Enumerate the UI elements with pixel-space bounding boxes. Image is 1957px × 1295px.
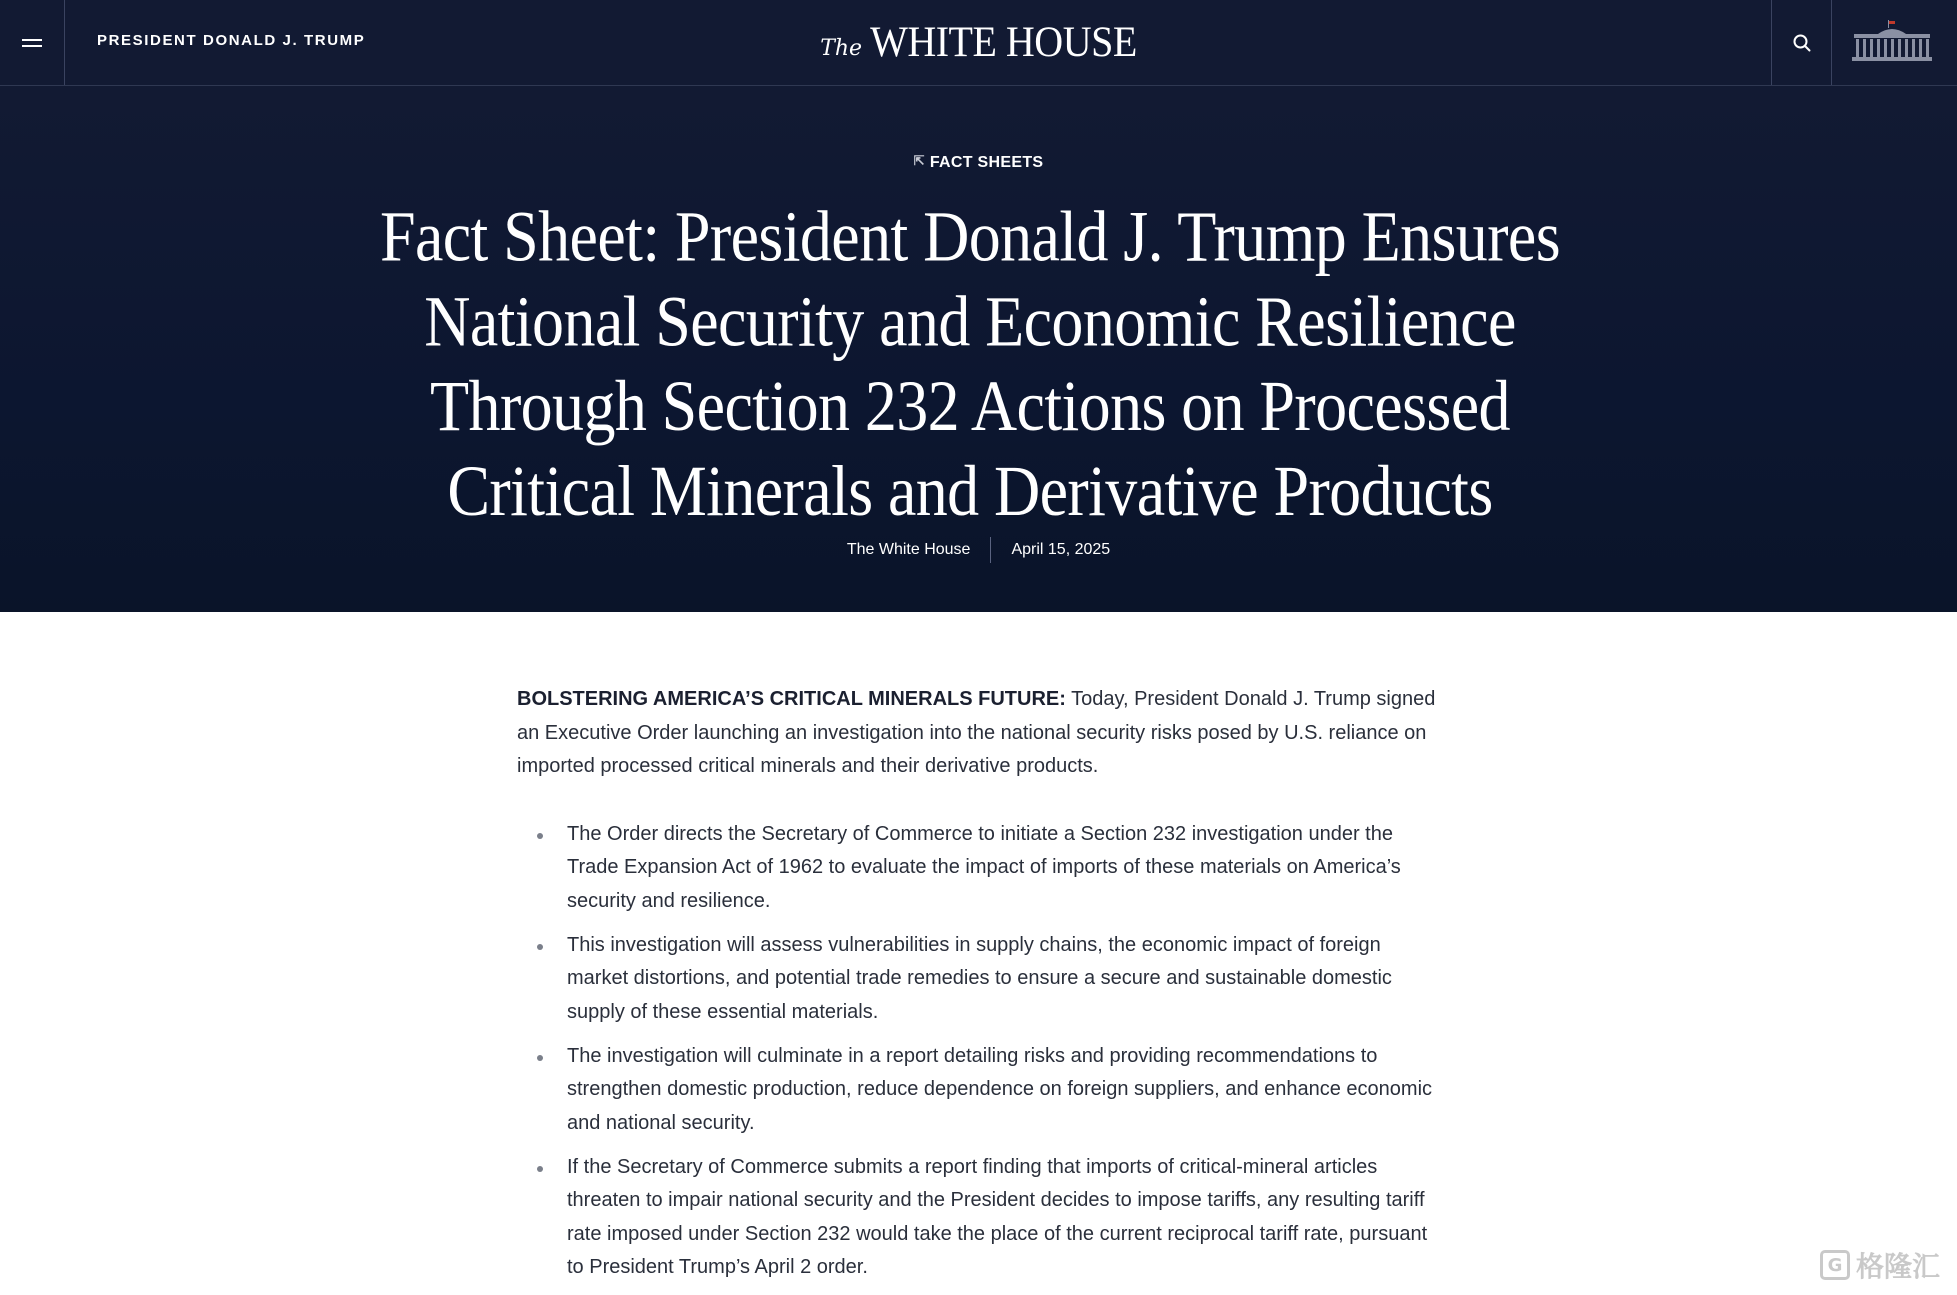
white-house-building-icon[interactable] [1850,20,1934,62]
menu-button[interactable] [0,0,65,85]
bullet-list [517,818,1439,1285]
list-item: The investigation will culminate in a report detailing risks and providing recommendations to strengthen domestic production, reduce dependence on foreign suppliers, and enhance economic and national security. [517,1040,1439,1141]
category-link[interactable] [0,154,1957,172]
search-icon[interactable] [1793,34,1811,52]
article-body [517,683,1439,1295]
logo-white-house: WHITE HOUSE [870,16,1137,66]
search-button[interactable] [1771,0,1832,85]
lead-paragraph [517,683,1439,784]
lead-heading: BOLSTERING AMERICA’S CRITICAL MINERALS FUTURE: [517,688,1066,710]
publish-date: April 15, 2025 [1011,541,1111,558]
arrow-up-left-icon: ⇱ [913,153,925,168]
page-title: Fact Sheet: President Donald J. Trump Ensures National Security and Economic Resilience Through Section 232 Actions on Processed Critical Minerals and Derivative Products [379,196,1561,531]
top-navigation-bar [0,0,1957,86]
watermark [1820,1245,1950,1285]
list-item: This investigation will assess vulnerabilities in supply chains, the economic impact of foreign market distortions, and potential trade remedies to ensure a secure and sustainable domestic supply of these essential materials. [517,929,1439,1030]
watermark-text: 格隆汇 [1856,1250,1941,1283]
list-item: If the Secretary of Commerce submits a report finding that imports of critical-mineral articles threaten to impair national security and the President decides to impose tariffs, any resulting tariff rate imposed under Section 232 would take the place of the current reciprocal tariff rate, pursuant to President Trump’s April 2 order. [517,1151,1439,1285]
lead-text: Today, President Donald J. Trump signed an Executive Order launching an investigation into the national security risks posed by U.S. reliance on imported processed critical minerals and their derivative products. [517,688,1436,777]
site-logo[interactable] [820,18,1137,65]
article-hero [0,86,1957,612]
gelonghui-logo-icon: G [1820,1250,1850,1280]
list-item: The Order directs the Secretary of Commerce to initiate a Section 232 investigation under the Trade Expansion Act of 1962 to evaluate the impact of imports of these materials on America’s security and resilience. [517,818,1439,919]
president-link[interactable]: PRESIDENT DONALD J. TRUMP [97,32,366,49]
byline-divider [990,537,991,563]
logo-the: The [820,35,863,61]
author-link[interactable]: The White House [846,541,971,558]
hamburger-menu-icon[interactable] [22,38,42,48]
category-label: FACT SHEETS [929,154,1044,171]
byline [0,537,1957,563]
